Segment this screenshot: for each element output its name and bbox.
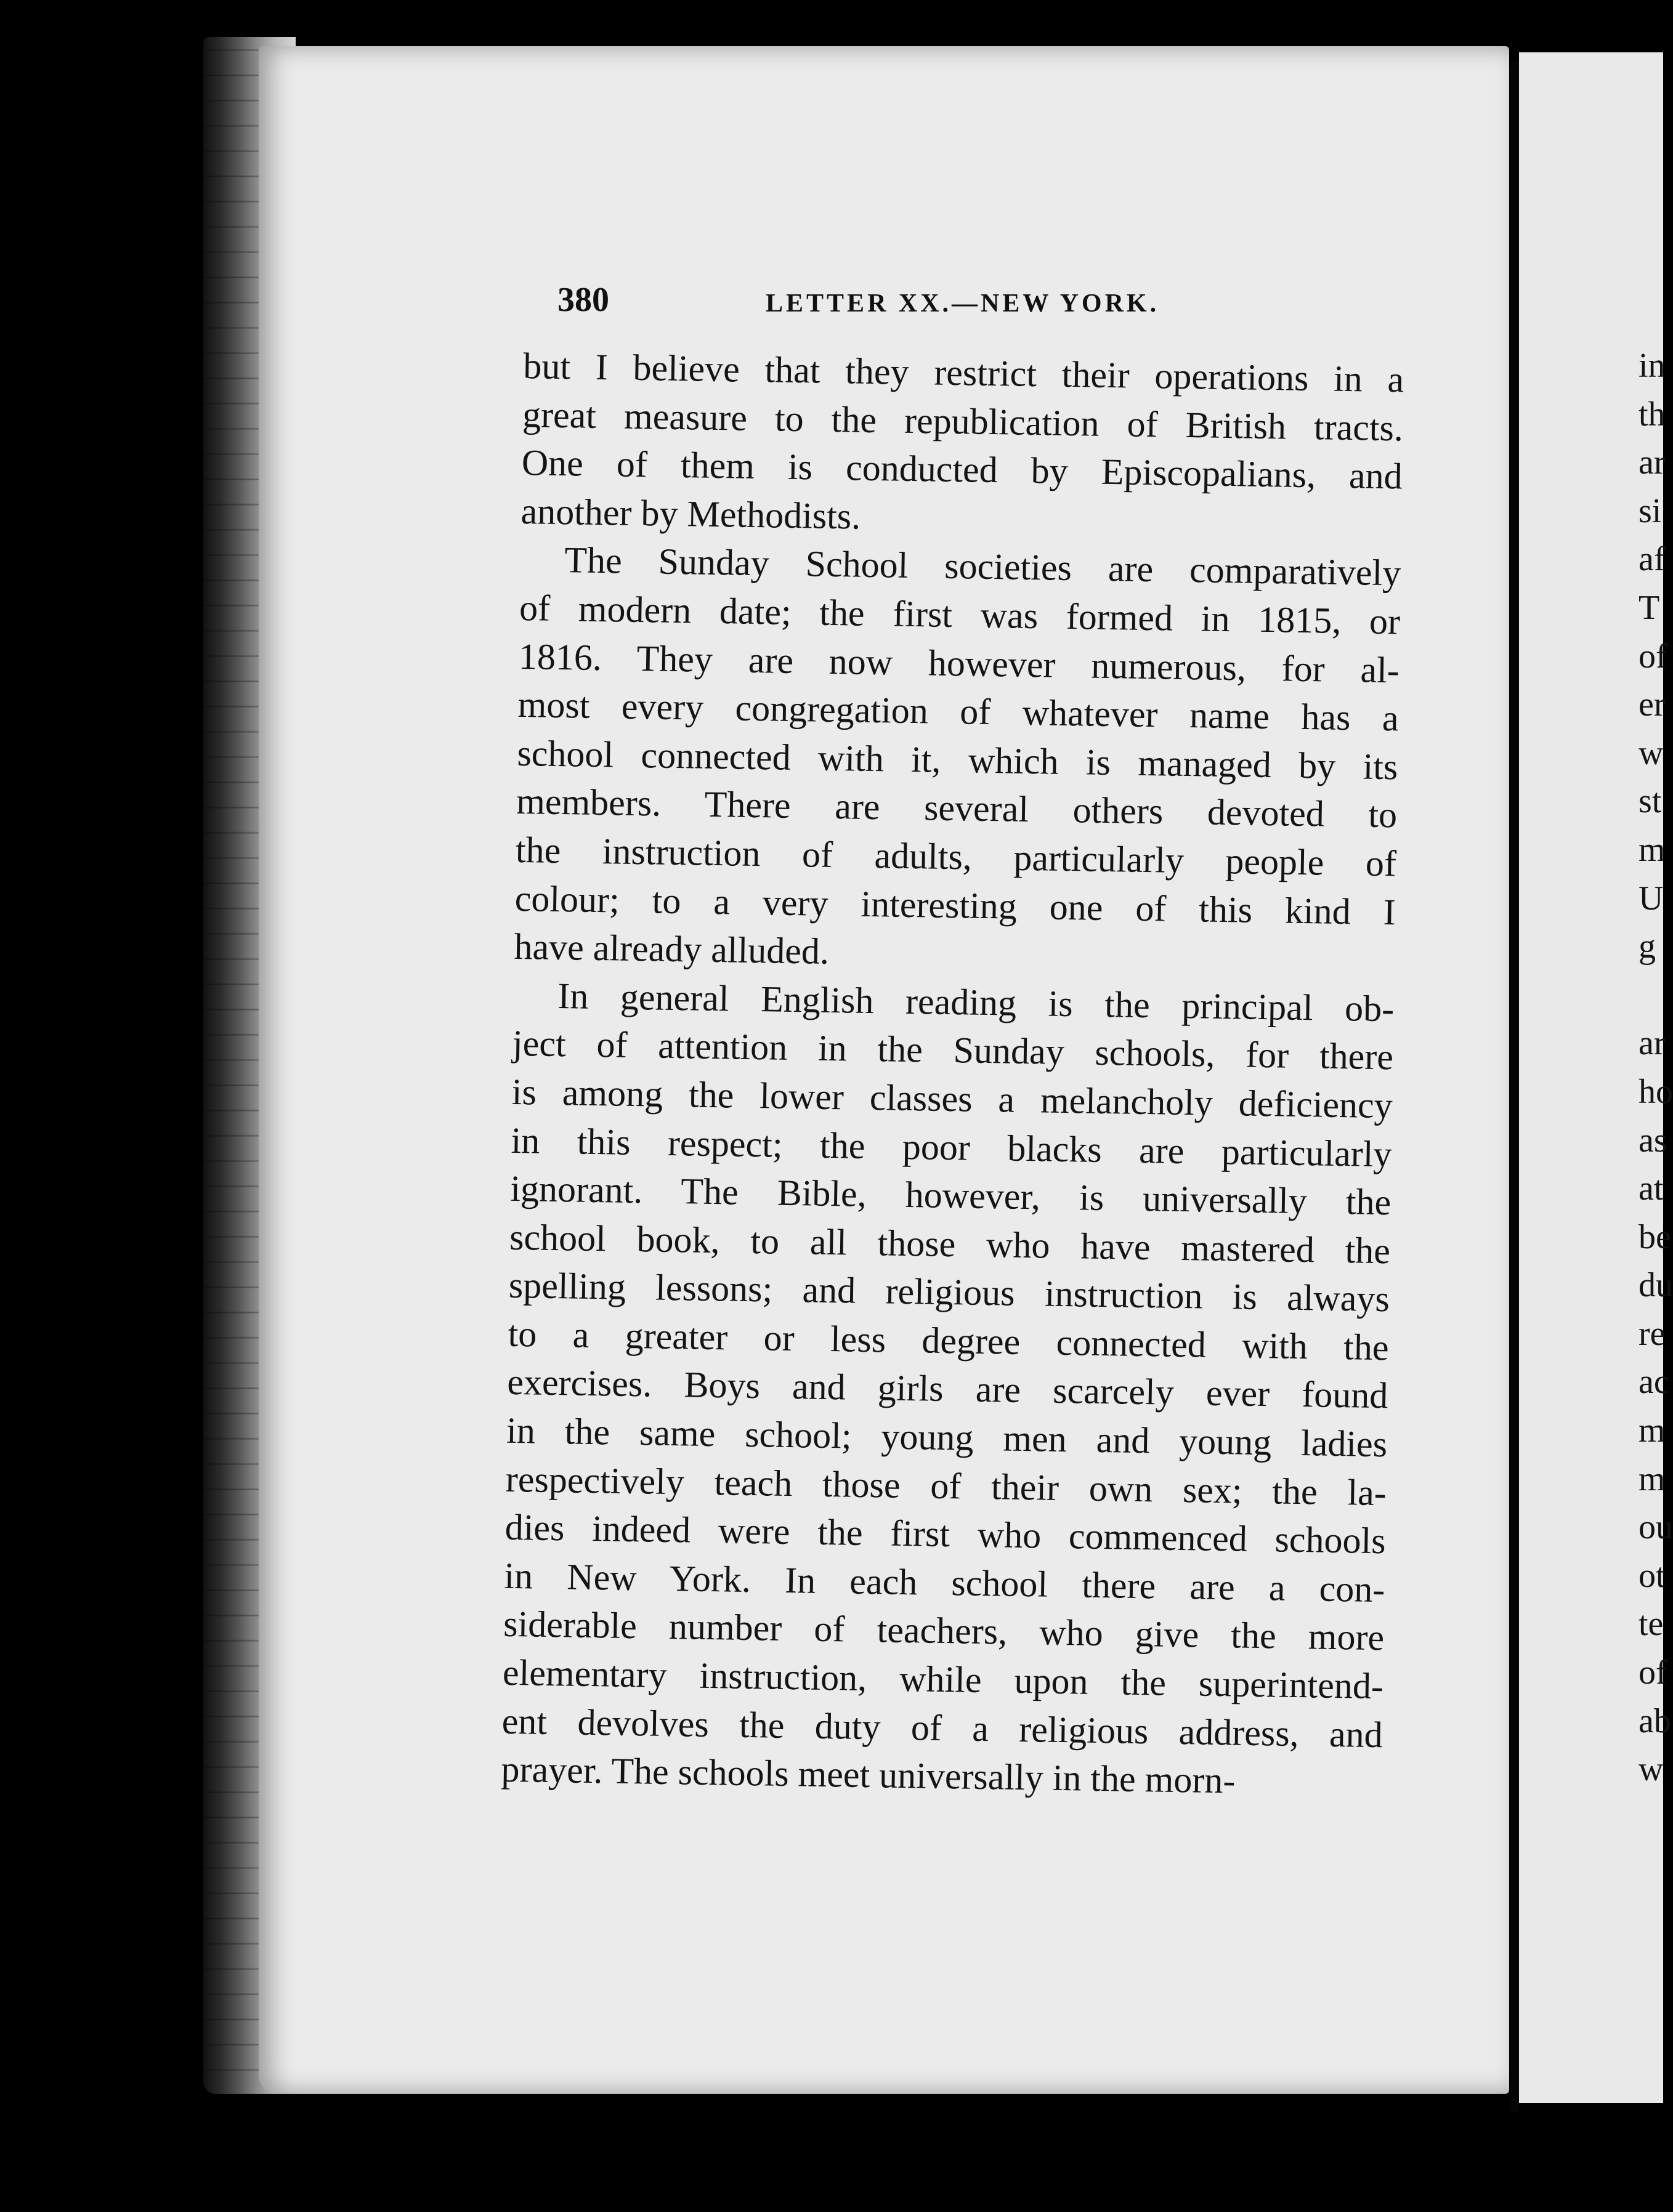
text-line: One of them is conducted by Episcopalians, and [521, 442, 1403, 497]
text-line: ent devolves the duty of a religious address, and [501, 1700, 1383, 1755]
text-line: but I believe that they restrict their operations in a [522, 345, 1404, 400]
facing-page-fragment: st [1639, 782, 1662, 821]
facing-page-fragment: af [1639, 540, 1666, 579]
facing-page-fragment: ho [1639, 1072, 1673, 1111]
facing-page-fragment: m [1639, 1459, 1666, 1498]
text-line: siderable number of teachers, who give the more [503, 1604, 1385, 1658]
text-line: colour; to a very interesting one of this kind I [514, 878, 1396, 932]
facing-page-fragment [1639, 971, 1663, 1020]
facing-page-fragment: of [1639, 1653, 1667, 1692]
text-line: school connected with it, which is managed by its [516, 732, 1398, 788]
facing-page-fragment: si [1639, 491, 1662, 530]
facing-page-fragment: w [1639, 1750, 1664, 1789]
text-line: dies indeed were the first who commenced schools [504, 1507, 1387, 1562]
facing-page-fragment: m [1639, 1411, 1666, 1450]
text-line: elementary instruction, while upon the superintend- [502, 1652, 1384, 1707]
page-number: 380 [557, 281, 609, 319]
text-line: The Sunday School societies are comparatively [564, 539, 1401, 594]
text-line: 1816. They are now however numerous, for al- [518, 636, 1400, 690]
text-line: in New York. In each school there are a con- [504, 1555, 1385, 1610]
facing-page-fragment: m [1639, 830, 1666, 869]
text-line: respectively teach those of their own sex; the la- [505, 1458, 1387, 1513]
facing-page-fragment: be [1639, 1217, 1671, 1256]
text-line: the instruction of adults, particularly people of [515, 829, 1397, 884]
text-line: of modern date; the first was formed in 1815, or [519, 587, 1401, 642]
gutter-shadow [1510, 62, 1519, 2112]
facing-page-fragment: ab [1639, 1701, 1671, 1740]
facing-page-fragment: U [1639, 879, 1664, 918]
text-line: have already alluded. [514, 926, 830, 972]
facing-page-fragment: at [1639, 1169, 1664, 1208]
body-text [501, 342, 1404, 1807]
facing-page-fragment: th [1639, 395, 1666, 434]
facing-page-fragment: T [1639, 588, 1660, 627]
text-line: ignorant. The Bible, however, is universally the [509, 1168, 1391, 1223]
facing-page-fragment: ac [1639, 1363, 1669, 1402]
facing-page-fragment: du [1639, 1266, 1673, 1305]
facing-page-fragment: g [1639, 927, 1656, 966]
text-line: ject of attention in the Sunday schools, for there [512, 1023, 1394, 1078]
text-line: is among the lower classes a melancholy deficiency [511, 1071, 1393, 1126]
text-line: In general English reading is the principal ob- [557, 975, 1395, 1030]
facing-page-fragment: ot [1639, 1556, 1666, 1595]
text-line: in the same school; young men and young ladies [506, 1410, 1388, 1465]
text-line: spelling lessons; and religious instruction is always [508, 1265, 1390, 1320]
facing-page-fragment: ar [1639, 1024, 1666, 1063]
facing-page-fragment: er [1639, 685, 1666, 724]
text-line: members. There are several others devoted to [516, 781, 1398, 836]
facing-page-fragment: ar [1639, 443, 1666, 482]
running-head: LETTER XX.—NEW YORK. [766, 289, 1160, 318]
facing-page-fragment: of [1639, 637, 1667, 676]
text-line: school book, to all those who have mastered the [509, 1216, 1391, 1271]
text-line: great measure to the republication of British tracts. [522, 394, 1404, 449]
text-line: another by Methodists. [521, 490, 861, 537]
facing-page-text [1639, 342, 1673, 1794]
facing-page-fragment: w [1639, 733, 1664, 772]
text-line: to a greater or less degree connected with the [508, 1313, 1390, 1368]
facing-page-fragment: as [1639, 1121, 1667, 1160]
text-line: exercises. Boys and girls are scarcely ever found [506, 1362, 1388, 1416]
text-line: in this respect; the poor blacks are particularly [511, 1120, 1392, 1174]
page-header [557, 280, 1254, 329]
facing-page-fragment: ou [1639, 1508, 1673, 1547]
text-line: most every congregation of whatever name has a [517, 684, 1400, 739]
facing-page-fragment: re [1639, 1314, 1666, 1353]
text-line: prayer. The schools meet universally in the morn- [501, 1748, 1236, 1801]
facing-page-fragment: in [1639, 347, 1666, 385]
facing-page-fragment: te [1639, 1605, 1664, 1644]
